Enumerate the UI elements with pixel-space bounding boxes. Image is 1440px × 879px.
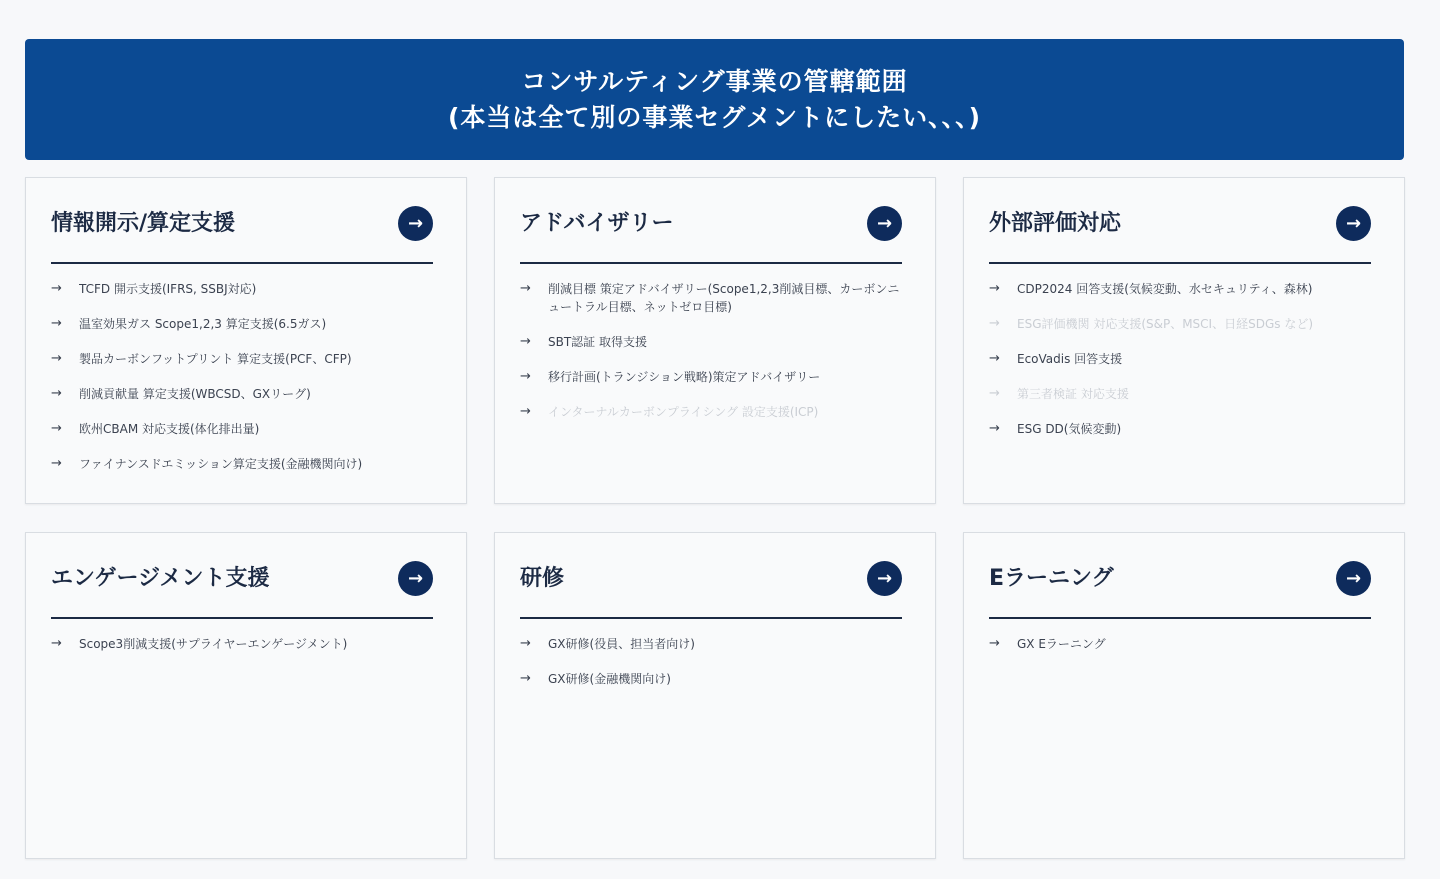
arrow-right-icon: → <box>51 351 62 366</box>
arrow-right-icon: → <box>51 386 62 401</box>
list-item[interactable] <box>51 455 433 473</box>
card-header <box>989 204 1371 264</box>
list-item[interactable] <box>989 385 1371 403</box>
arrow-right-circle-icon[interactable]: → <box>1336 561 1371 596</box>
list-item[interactable] <box>51 315 433 333</box>
list-item[interactable] <box>520 368 902 386</box>
banner-title: コンサルティング事業の管轄範囲 <box>521 66 908 96</box>
list-item-label: EcoVadis 回答支援 <box>1017 352 1123 366</box>
card-title: 研修 <box>520 566 565 591</box>
list-item-label: CDP2024 回答支援(気候変動、水セキュリティ、森林) <box>1017 282 1313 296</box>
list-item-label: 削減貢献量 算定支援(WBCSD、GXリーグ) <box>79 387 311 401</box>
service-card-advisory <box>494 177 936 504</box>
list-item-label: インターナルカーボンプライシング 設定支援(ICP) <box>548 405 819 419</box>
list-item[interactable] <box>989 350 1371 368</box>
service-card-disclosure <box>25 177 467 504</box>
banner-subtitle: (本当は全て別の事業セグメントにしたい、、、) <box>447 102 982 132</box>
arrow-right-icon: → <box>520 404 531 419</box>
list-item[interactable] <box>51 635 433 653</box>
arrow-right-icon: → <box>51 316 62 331</box>
list-item-label: 温室効果ガス Scope1,2,3 算定支援(6.5ガス) <box>79 317 327 331</box>
list-item[interactable] <box>989 315 1371 333</box>
arrow-right-icon: → <box>520 334 531 349</box>
list-item-label: TCFD 開示支援(IFRS, SSBJ対応) <box>79 282 257 296</box>
card-title: アドバイザリー <box>520 211 674 236</box>
list-item[interactable] <box>520 333 902 351</box>
arrow-right-icon: → <box>989 281 1000 296</box>
arrow-right-icon: → <box>520 281 531 296</box>
card-header <box>520 204 902 264</box>
service-list <box>520 280 902 438</box>
arrow-right-circle-icon[interactable]: → <box>867 206 902 241</box>
list-item-label: GX Eラーニング <box>1017 637 1106 651</box>
arrow-right-icon: → <box>989 386 1000 401</box>
arrow-right-icon: → <box>989 421 1000 436</box>
arrow-right-icon: → <box>520 636 531 651</box>
arrow-right-circle-icon[interactable]: → <box>398 206 433 241</box>
service-list <box>51 280 433 490</box>
list-item[interactable] <box>51 385 433 403</box>
list-item-label: 欧州CBAM 対応支援(体化排出量) <box>79 422 260 436</box>
card-title: 外部評価対応 <box>989 211 1122 236</box>
list-item-label: ESG評価機関 対応支援(S&P、MSCI、日経SDGs など) <box>1017 317 1313 331</box>
list-item-label: 移行計画(トランジション戦略)策定アドバイザリー <box>548 370 821 384</box>
arrow-right-icon: → <box>989 636 1000 651</box>
arrow-right-circle-icon[interactable]: → <box>398 561 433 596</box>
list-item[interactable] <box>51 350 433 368</box>
card-title: 情報開示/算定支援 <box>51 211 236 236</box>
arrow-right-icon: → <box>989 351 1000 366</box>
list-item[interactable] <box>520 403 902 421</box>
list-item[interactable] <box>989 635 1371 653</box>
list-item-label: 削減目標 策定アドバイザリー(Scope1,2,3削減目標、カーボンニュートラル目標、ネットゼロ目標) <box>548 282 900 314</box>
arrow-right-icon: → <box>51 421 62 436</box>
list-item[interactable] <box>989 420 1371 438</box>
service-card-engagement <box>25 532 467 859</box>
service-card-grid <box>25 177 1404 859</box>
list-item-label: 製品カーボンフットプリント 算定支援(PCF、CFP) <box>79 352 352 366</box>
list-item-label: ファイナンスドエミッション算定支援(金融機関向け) <box>79 457 363 471</box>
service-card-external-rating <box>963 177 1405 504</box>
service-list <box>989 280 1371 455</box>
list-item[interactable] <box>520 280 902 316</box>
service-list <box>51 635 433 670</box>
arrow-right-icon: → <box>51 636 62 651</box>
list-item[interactable] <box>989 280 1371 298</box>
arrow-right-circle-icon[interactable]: → <box>867 561 902 596</box>
service-card-training <box>494 532 936 859</box>
arrow-right-circle-icon[interactable]: → <box>1336 206 1371 241</box>
card-title: エンゲージメント支援 <box>51 566 270 591</box>
card-header <box>51 204 433 264</box>
list-item-label: GX研修(役員、担当者向け) <box>548 637 695 651</box>
list-item[interactable] <box>520 670 902 688</box>
list-item[interactable] <box>51 280 433 298</box>
header-banner <box>25 39 1404 160</box>
arrow-right-icon: → <box>520 369 531 384</box>
arrow-right-icon: → <box>520 671 531 686</box>
card-header <box>989 559 1371 619</box>
list-item-label: Scope3削減支援(サプライヤーエンゲージメント) <box>79 637 348 651</box>
card-header <box>520 559 902 619</box>
list-item-label: 第三者検証 対応支援 <box>1017 387 1129 401</box>
arrow-right-icon: → <box>51 281 62 296</box>
list-item[interactable] <box>520 635 902 653</box>
service-list <box>520 635 902 705</box>
list-item[interactable] <box>51 420 433 438</box>
service-list <box>989 635 1371 670</box>
service-card-elearning <box>963 532 1405 859</box>
list-item-label: SBT認証 取得支援 <box>548 335 647 349</box>
card-header <box>51 559 433 619</box>
arrow-right-icon: → <box>989 316 1000 331</box>
card-title: Eラーニング <box>989 566 1114 591</box>
list-item-label: GX研修(金融機関向け) <box>548 672 671 686</box>
list-item-label: ESG DD(気候変動) <box>1017 422 1122 436</box>
arrow-right-icon: → <box>51 456 62 471</box>
